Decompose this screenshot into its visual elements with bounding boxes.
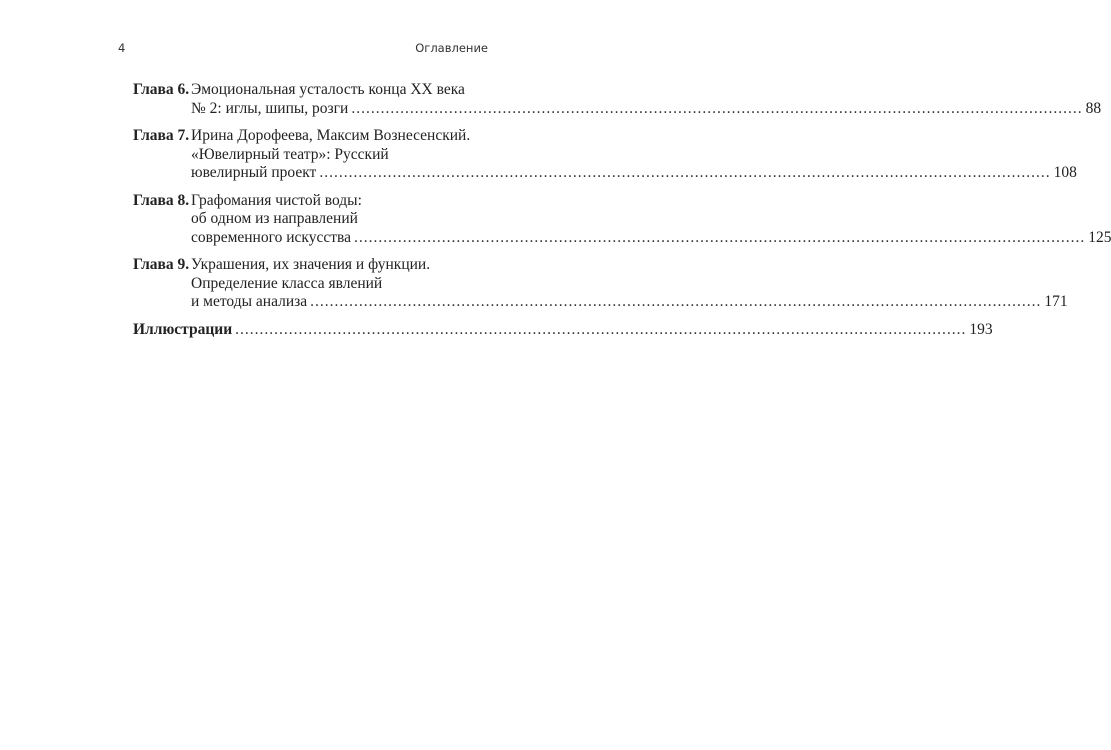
entry-title-line: современного искусства bbox=[191, 228, 351, 246]
page-reference: 171 bbox=[1044, 293, 1068, 310]
dot-leader bbox=[351, 100, 1082, 119]
table-of-contents bbox=[133, 81, 1111, 348]
dot-leader bbox=[319, 164, 1050, 183]
entry-title-line: Ирина Дорофеева, Максим Вознесенский. bbox=[191, 127, 471, 144]
toc-entry-chapter-7[interactable] bbox=[133, 127, 1077, 183]
entry-body bbox=[191, 256, 1068, 312]
running-head bbox=[118, 41, 488, 59]
toc-entry-illustrations[interactable] bbox=[133, 320, 993, 340]
entry-title-line: Графомания чистой воды: bbox=[191, 191, 362, 209]
page-reference: 108 bbox=[1053, 164, 1077, 181]
entry-title-line: Определение класса явлений bbox=[191, 274, 383, 292]
dot-leader bbox=[354, 229, 1085, 248]
section-title: Оглавление bbox=[415, 41, 488, 55]
entry-body bbox=[191, 127, 1077, 183]
chapter-label: Глава 6. bbox=[133, 81, 190, 98]
entry-body bbox=[191, 81, 1101, 118]
entry-title-line: «Ювелирный театр»: Русский bbox=[191, 145, 389, 163]
entry-title-line: и методы анализа bbox=[191, 293, 308, 310]
entry-body bbox=[133, 321, 993, 340]
chapter-label: Глава 9. bbox=[133, 256, 190, 273]
illustrations-title: Иллюстрации bbox=[133, 320, 233, 338]
dot-leader bbox=[310, 293, 1041, 312]
page-reference: 193 bbox=[969, 320, 993, 338]
chapter-label: Глава 8. bbox=[133, 191, 190, 209]
dot-leader bbox=[235, 321, 966, 340]
page-reference: 125 bbox=[1088, 228, 1111, 246]
entry-last-line bbox=[191, 229, 1111, 248]
entry-title-line: № 2: иглы, шипы, розги bbox=[191, 99, 349, 117]
entry-last-line bbox=[133, 321, 993, 340]
toc-entry-chapter-9[interactable] bbox=[133, 256, 1068, 312]
chapter-label: Глава 7. bbox=[133, 127, 190, 144]
toc-entry-chapter-8[interactable] bbox=[133, 191, 1111, 248]
entry-last-line bbox=[191, 164, 1077, 183]
page-number: 4 bbox=[118, 41, 126, 55]
page-reference: 88 bbox=[1085, 99, 1102, 117]
entry-last-line bbox=[191, 100, 1101, 119]
toc-entry-chapter-6[interactable] bbox=[133, 81, 1102, 118]
entry-title-line: Украшения, их значения и функции. bbox=[191, 256, 431, 273]
entry-last-line bbox=[191, 293, 1068, 312]
entry-title-line: ювелирный проект bbox=[191, 164, 317, 181]
entry-body bbox=[191, 192, 1111, 248]
entry-title-line: об одном из направлений bbox=[191, 210, 358, 227]
entry-title-line: Эмоциональная усталость конца XX века bbox=[191, 81, 465, 98]
